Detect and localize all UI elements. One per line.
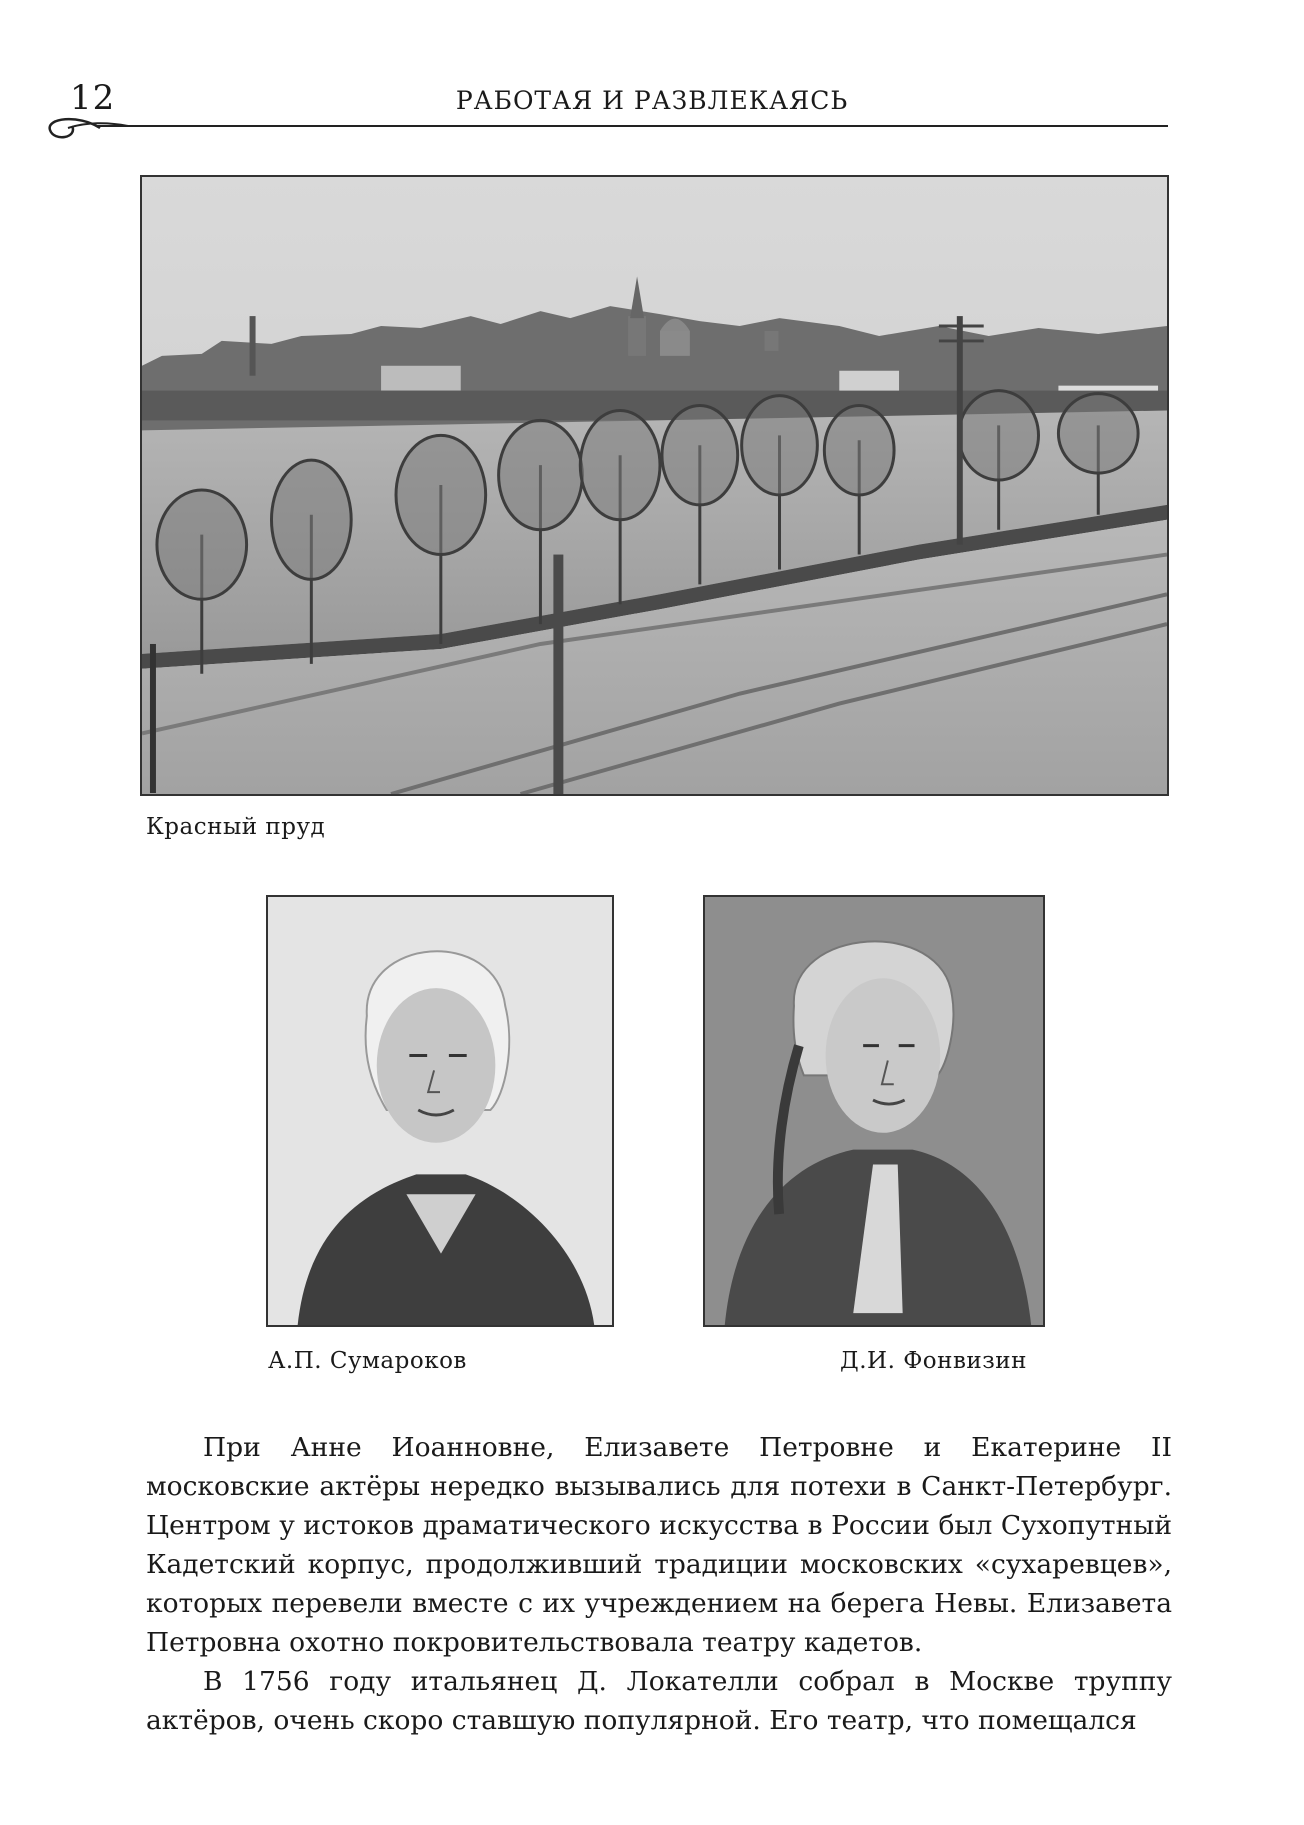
paragraph: При Анне Иоанновне, Елизавете Петровне и Екатерине II московские актёры нередко вызывались для потехи в Санкт-Петербург. Центром у истоков драматического искусства в России был Сухопутный Кадетский корпус, продолживший традиции московских «сухаревцев», которых перевели вместе с их учреждением на берега Невы. Елизавета Петровна охотно покровительствовала театру кадетов.	[146, 1432, 1172, 1658]
running-title: РАБОТАЯ И РАЗВЛЕКАЯСЬ	[455, 86, 849, 115]
page-number: 12	[70, 78, 116, 118]
portrait-caption-sumarokov: А.П. Сумароков	[268, 1348, 467, 1374]
pond-caption: Красный пруд	[146, 814, 326, 840]
header-ornament-rule	[38, 112, 1168, 142]
paragraph: В 1756 году итальянец Д. Локателли собрал в Москве труппу актёров, очень скоро ставшую популярной. Его театр, что помещался	[146, 1666, 1172, 1736]
body-text	[146, 1428, 1172, 1740]
pond-photograph	[140, 175, 1169, 796]
portrait-sumarokov	[266, 895, 614, 1327]
portrait-caption-fonvizin: Д.И. Фонвизин	[840, 1348, 1027, 1374]
portrait-fonvizin	[703, 895, 1045, 1327]
